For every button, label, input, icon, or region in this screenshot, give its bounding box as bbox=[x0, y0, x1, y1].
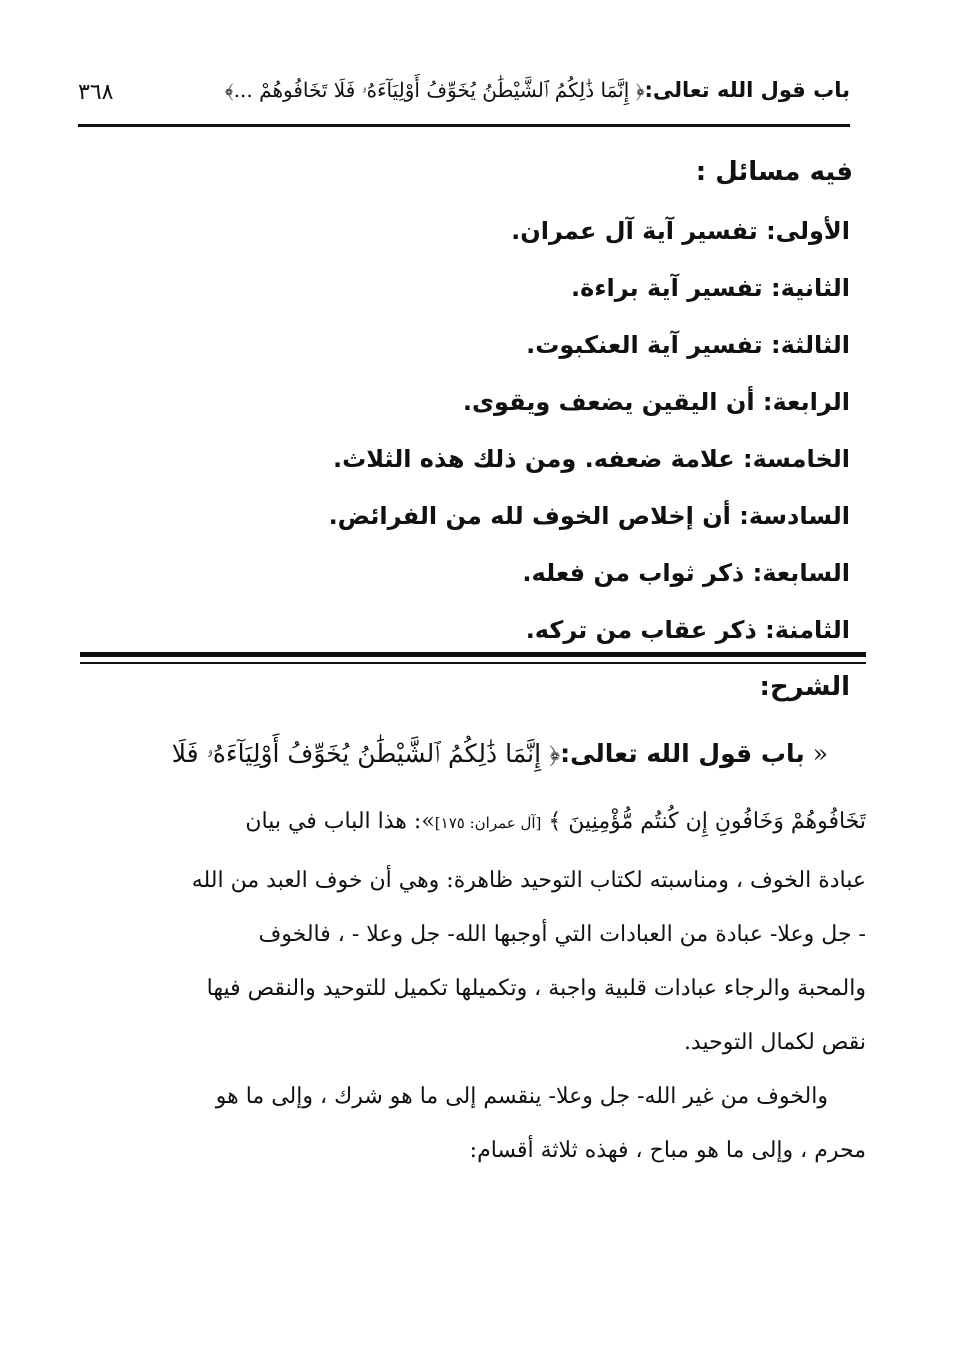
chapter-title-prefix: باب قول الله تعالى: bbox=[644, 78, 850, 102]
verse-part-a: ﴿ إِنَّمَا ذَٰلِكُمُ ٱلشَّيْطَٰنُ يُخَوِّفُ أَوْلِيَآءَهُۥ فَلَا bbox=[171, 739, 561, 768]
sharh-line bbox=[86, 790, 866, 854]
section-separator-thin bbox=[80, 662, 866, 664]
open-quote: « bbox=[804, 739, 828, 768]
sharh-body bbox=[86, 718, 866, 1178]
verse-part-b: تَخَافُوهُمْ وَخَافُونِ إِن كُنتُم مُّؤْمِنِينَ ﴾ bbox=[548, 809, 866, 834]
masail-heading: فيه مسائل : bbox=[695, 157, 853, 187]
sharh-line: والمحبة والرجاء عبادات قلبية واجبة ، وتكميلها تكميل للتوحيد والنقص فيها bbox=[206, 976, 866, 1001]
masail-item-5: الخامسة: علامة ضعفه. ومن ذلك هذه الثلاث. bbox=[332, 445, 850, 473]
sharh-paragraph-1 bbox=[86, 718, 866, 1070]
masail-item-7: السابعة: ذكر ثواب من فعله. bbox=[522, 559, 850, 587]
verse-citation: [آل عمران: ١٧٥] bbox=[434, 814, 542, 832]
chapter-title-verse: ﴿ إِنَّمَا ذَٰلِكُمُ ٱلشَّيْطَٰنُ يُخَوِّفُ أَوْلِيَآءَهُۥ فَلَا تَخَافُوهُمْ ...﴾ bbox=[224, 78, 645, 102]
masail-item-8: الثامنة: ذكر عقاب من تركه. bbox=[525, 616, 850, 644]
sharh-paragraph-2 bbox=[86, 1070, 866, 1178]
masail-item-2: الثانية: تفسير آية براءة. bbox=[570, 274, 850, 302]
header-rule bbox=[78, 124, 850, 127]
chapter-title bbox=[225, 78, 850, 102]
sharh-line-text: »: هذا الباب في بيان bbox=[245, 809, 435, 834]
masail-item-1: الأولى: تفسير آية آل عمران. bbox=[511, 217, 850, 245]
running-header bbox=[78, 72, 850, 118]
sharh-line: والخوف من غير الله- جل وعلا- ينقسم إلى ما هو شرك ، وإلى ما هو bbox=[215, 1084, 828, 1109]
sharh-line: محرم ، وإلى ما هو مباح ، فهذه ثلاثة أقسام: bbox=[469, 1138, 866, 1163]
masail-section bbox=[170, 150, 853, 662]
bab-title: باب قول الله تعالى: bbox=[560, 739, 805, 768]
masail-item-3: الثالثة: تفسير آية العنكبوت. bbox=[526, 331, 850, 359]
sharh-line: عبادة الخوف ، ومناسبته لكتاب التوحيد ظاهرة: وهي أن خوف العبد من الله bbox=[191, 868, 866, 893]
page-number: ٣٦٨ bbox=[78, 80, 114, 105]
sharh-heading: الشرح: bbox=[759, 672, 850, 702]
masail-item-6: السادسة: أن إخلاص الخوف لله من الفرائض. bbox=[328, 502, 850, 530]
section-separator-thick bbox=[80, 652, 866, 657]
sharh-line: نقص لكمال التوحيد. bbox=[683, 1030, 866, 1055]
masail-item-4: الرابعة: أن اليقين يضعف ويقوى. bbox=[462, 388, 850, 416]
sharh-line bbox=[86, 718, 866, 790]
sharh-line: - جل وعلا- عبادة من العبادات التي أوجبها الله- جل وعلا - ، فالخوف bbox=[258, 922, 866, 947]
